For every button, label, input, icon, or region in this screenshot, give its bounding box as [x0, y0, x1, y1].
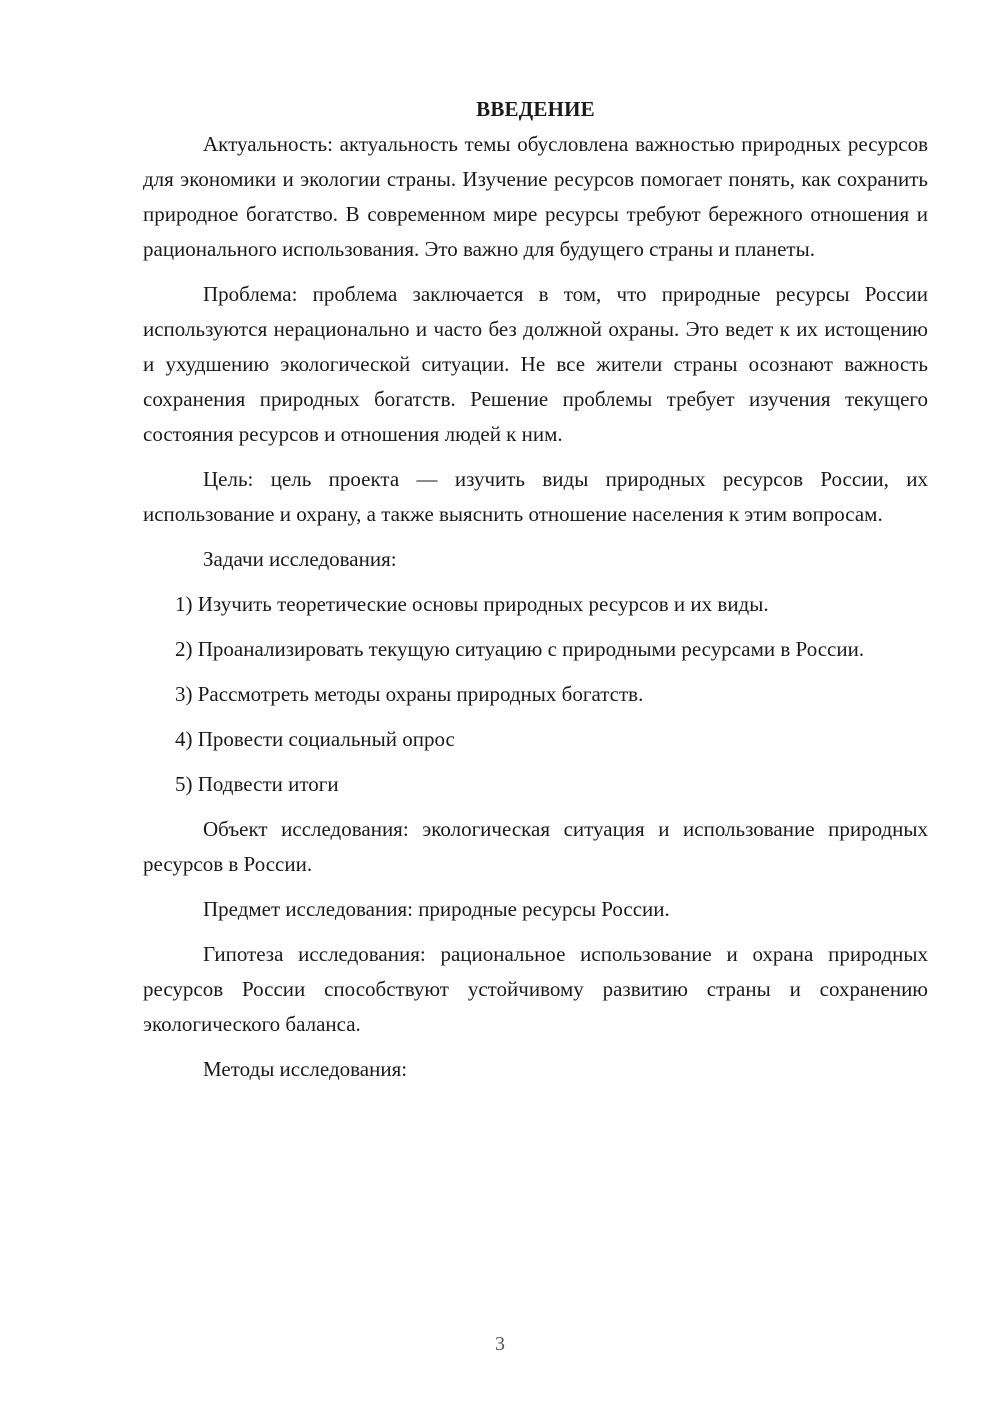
paragraph-hypothesis: Гипотеза исследования: рациональное использование и охрана природных ресурсов России способствуют устойчивому развитию страны и сохранению экологического баланса.	[143, 942, 928, 1036]
section-title: ВВЕДЕНИЕ	[476, 97, 595, 121]
task-item-2: 2) Проанализировать текущую ситуацию с природными ресурсами в России.	[175, 637, 865, 661]
paragraph-goal: Цель: цель проекта — изучить виды природных ресурсов России, их использование и охрану, а также выяснить отношение населения к этим вопросам.	[143, 467, 928, 526]
paragraph-problem: Проблема: проблема заключается в том, что природные ресурсы России используются нерационально и часто без должной охраны. Это ведет к их истощению и ухудшению экологической ситуации. Не все жители страны осознают важность сохранения природных богатств. Решение проблемы требует изучения текущего состояния ресурсов и отношения людей к ним.	[143, 282, 928, 446]
document-page	[143, 92, 928, 1097]
task-item-3: 3) Рассмотреть методы охраны природных богатств.	[175, 682, 644, 706]
page-number: 3	[495, 1333, 505, 1355]
paragraph-tasks-heading: Задачи исследования:	[203, 547, 397, 571]
paragraph-relevance: Актуальность: актуальность темы обусловлена важностью природных ресурсов для экономики и экологии страны. Изучение ресурсов помогает понять, как сохранить природное богатство. В современном мире ресурсы требуют бережного отношения и рационального использования. Это важно для будущего страны и планеты.	[143, 132, 928, 261]
task-item-5: 5) Подвести итоги	[175, 772, 339, 796]
task-item-4: 4) Провести социальный опрос	[175, 727, 455, 751]
paragraph-methods: Методы исследования:	[203, 1057, 408, 1081]
task-item-1: 1) Изучить теоретические основы природных ресурсов и их виды.	[175, 592, 769, 616]
paragraph-subject: Предмет исследования: природные ресурсы России.	[203, 897, 670, 921]
paragraph-object: Объект исследования: экологическая ситуация и использование природных ресурсов в России.	[143, 817, 928, 876]
